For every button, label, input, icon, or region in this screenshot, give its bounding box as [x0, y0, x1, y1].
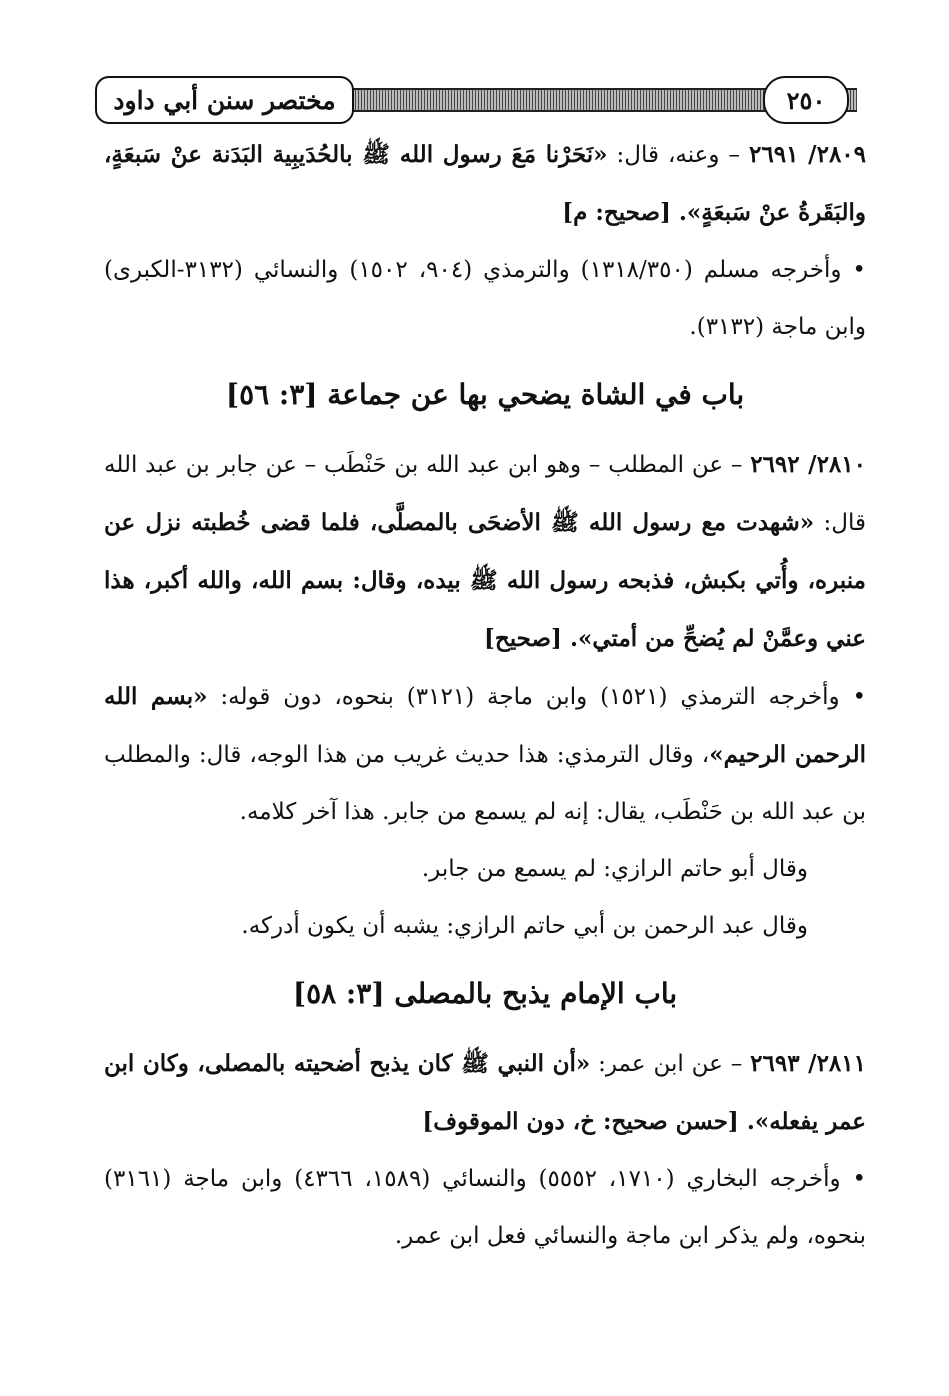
note-ibn-abi-hatim: وقال عبد الرحمن بن أبي حاتم الرازي: يشبه أن يكون أدركه. — [241, 913, 808, 939]
chapter-heading-1: باب في الشاة يضحي بها عن جماعة [٣: ٥٦] — [225, 378, 745, 411]
page-header — [95, 74, 867, 126]
hadith-number: ٢٨١٠/ ٢٦٩٢ — [750, 451, 866, 478]
takhrij-2810 — [104, 668, 866, 841]
page-number: ٢٥٠ — [763, 76, 849, 124]
takhrij-text: • وأخرجه الترمذي (١٥٢١) وابن ماجة (٣١٢١) بنحوه، دون قوله: — [207, 684, 867, 710]
hadith-intro: – عن ابن عمر: — [590, 1051, 751, 1077]
takhrij-text-cont: ، وقال الترمذي: هذا حديث غريب من هذا الوجه، قال: والمطلب بن عبد الله بن حَنْطَب، يقال: إنه لم يسمع من جابر. هذا آخر كلامه. — [104, 742, 866, 825]
book-title: مختصر سنن أبي داود — [95, 76, 354, 124]
hadith-text: «أن النبي ﷺ كان يذبح أضحيته بالمصلى، وكان ابن عمر يفعله». [حسن صحيح: خ، دون الموقوف] — [104, 1050, 866, 1135]
hadith-2811 — [104, 1035, 866, 1151]
hadith-text: «نَحَرْنا مَعَ رسول الله ﷺ بالحُدَيبِية البَدَنة عنْ سَبعَةٍ، والبَقَرةُ عنْ سَبعَةٍ». [صحيح: م] — [104, 141, 866, 226]
takhrij-quote: «بسم الله الرحمن الرحيم» — [104, 683, 866, 768]
note-abu-hatim: وقال أبو حاتم الرازي: لم يسمع من جابر. — [421, 856, 808, 882]
hadith-number: ٢٨٠٩/ ٢٦٩١ — [749, 141, 867, 168]
hadith-intro: – وعنه، قال: — [607, 142, 750, 168]
hadith-2809 — [104, 126, 866, 242]
hadith-number: ٢٨١١/ ٢٦٩٣ — [750, 1050, 866, 1077]
hadith-intro: – عن المطلب – وهو ابن عبد الله بن حَنْطَب – عن جابر بن عبد الله قال: — [104, 452, 866, 536]
page-body — [104, 126, 866, 1265]
takhrij-2809: • وأخرجه مسلم (١٣١٨/٣٥٠) والترمذي (٩٠٤، ١٥٠٢) والنسائي (٣١٣٢-الكبرى) وابن ماجة (٣١٣٢). — [104, 257, 866, 340]
hadith-text: «شهدت مع رسول الله ﷺ الأضحَى بالمصلَّى، فلما قضى خُطبته نزل عن منبره، وأُتي بكبش، فذبحه رسول الله ﷺ بيده، وقال: بسم الله، والله أكبر، هذا عني وعمَّنْ لم يُضحِّ من أمتي». [صحيح] — [104, 509, 866, 652]
hadith-2810 — [104, 436, 866, 668]
takhrij-2811: • وأخرجه البخاري (١٧١٠، ٥٥٥٢) والنسائي (١٥٨٩، ٤٣٦٦) وابن ماجة (٣١٦١) بنحوه، ولم يذكر ابن ماجة والنسائي فعل ابن عمر. — [104, 1166, 867, 1249]
chapter-heading-2: باب الإمام يذبح بالمصلى [٣: ٥٨] — [292, 977, 678, 1010]
